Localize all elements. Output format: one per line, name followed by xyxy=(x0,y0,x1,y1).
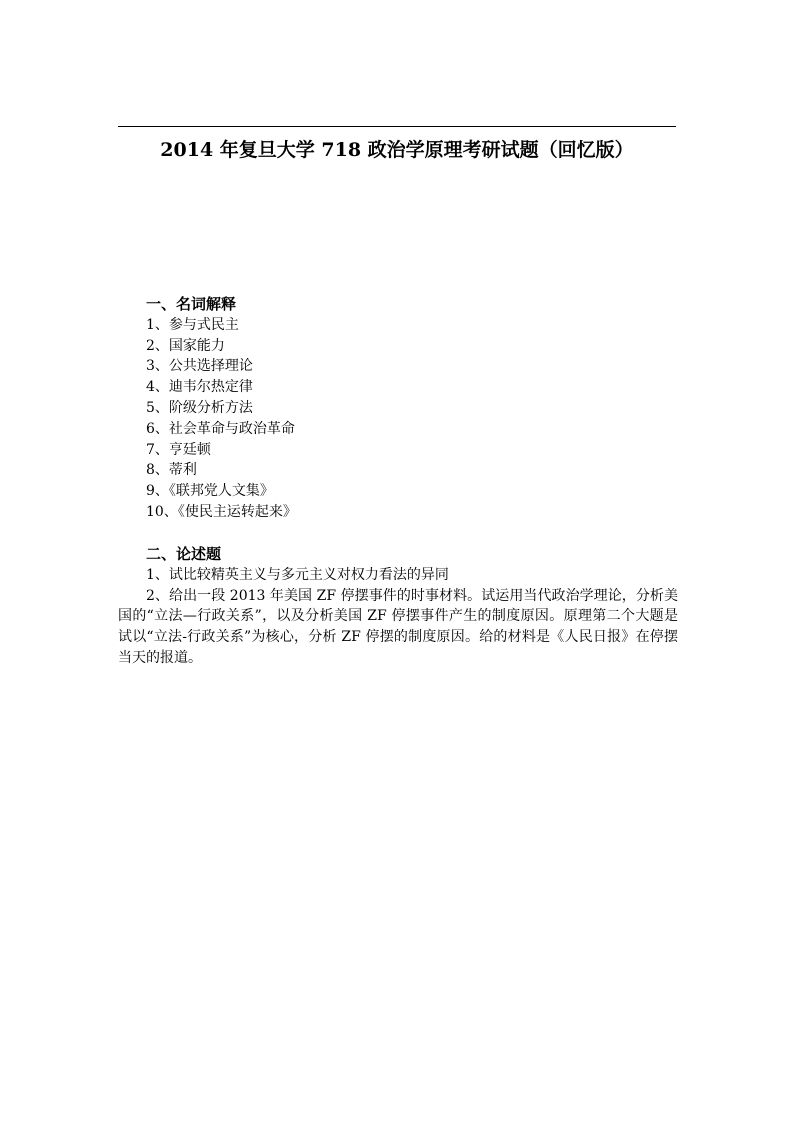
section-essay-questions xyxy=(118,544,678,669)
question-1: 1、试比较精英主义与多元主义对权力看法的异同 xyxy=(146,566,449,583)
question-2: 2、给出一段 2013 年美国 ZF 停摆事件的时事材料。试运用当代政治学理论，分析美国的“立法—行政关系”，以及分析美国 ZF 停摆事件产生的制度原因。原理第二个大题是 试以“立法-行政关系”为核心，分析 ZF 停摆的制度原因。给的材料是《人民日报》在停摆当天的报道。 xyxy=(118,587,678,666)
list-item: 8、蒂利 xyxy=(146,462,197,479)
list-item: 5、阶级分析方法 xyxy=(146,399,253,416)
section-heading: 一、名词解释 xyxy=(146,295,237,313)
list-item: 1、参与式民主 xyxy=(146,316,239,333)
document-title: 2014 年复旦大学 718 政治学原理考研试题（回忆版） xyxy=(160,139,634,161)
list-item: 9、《联邦党人文集》 xyxy=(146,483,274,500)
list-item: 2、国家能力 xyxy=(146,337,225,354)
list-item: 3、公共选择理论 xyxy=(146,358,253,375)
list-item: 7、亨廷顿 xyxy=(146,441,211,458)
section-heading: 二、论述题 xyxy=(146,545,222,563)
header-rule xyxy=(118,126,676,127)
list-item: 10、《使民主运转起来》 xyxy=(146,503,297,520)
section-term-definitions xyxy=(118,294,678,523)
list-item: 4、迪韦尔热定律 xyxy=(146,379,253,396)
list-item: 6、社会革命与政治革命 xyxy=(146,420,295,437)
